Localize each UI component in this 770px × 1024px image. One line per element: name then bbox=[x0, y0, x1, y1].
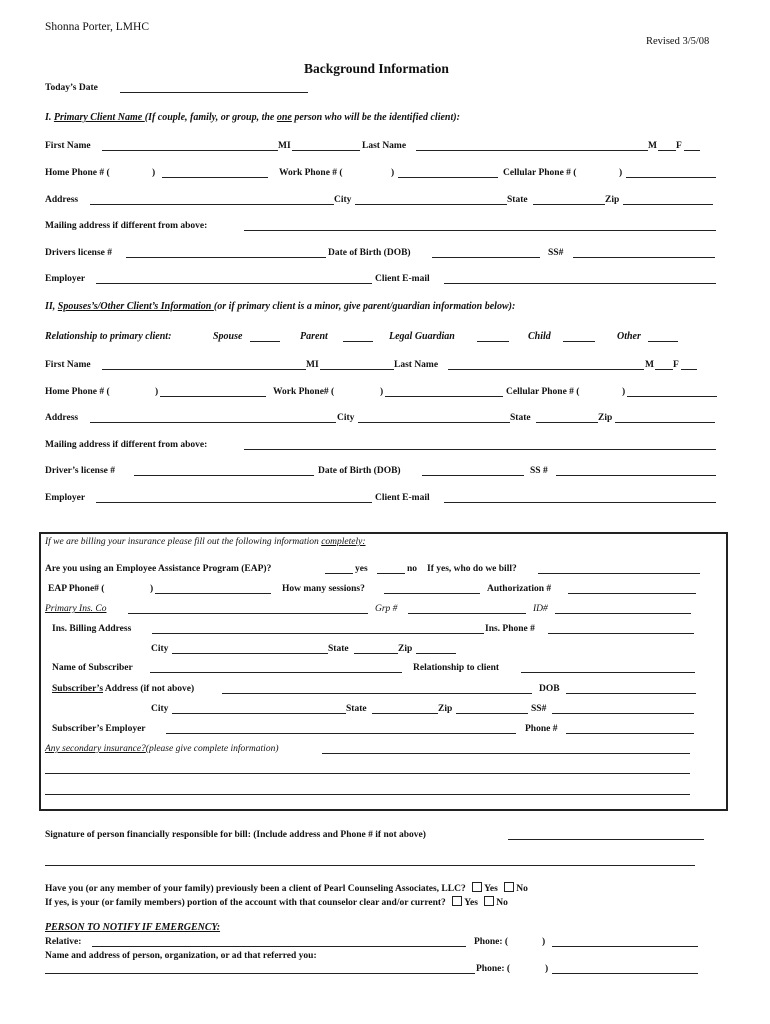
work-phone-label: Work Phone # ( bbox=[279, 168, 343, 178]
address-label: Address bbox=[45, 195, 79, 205]
spouse-address-label: Address bbox=[45, 413, 79, 423]
mailing-address-label: Mailing address if different from above: bbox=[45, 221, 208, 231]
home-phone-label: Home Phone # ( bbox=[45, 168, 110, 178]
ins-state-label: State bbox=[328, 644, 349, 654]
revision-date: Revised 3/5/08 bbox=[646, 36, 710, 47]
female-field[interactable] bbox=[684, 150, 700, 151]
subscriber-zip-field[interactable] bbox=[456, 713, 528, 714]
subscriber-state-field[interactable] bbox=[372, 713, 438, 714]
male-label: M bbox=[648, 141, 657, 151]
account-clear-yes-label: Yes bbox=[464, 898, 478, 908]
authorization-field[interactable] bbox=[568, 593, 696, 594]
spouse-male-label: M bbox=[645, 360, 654, 370]
spouse-field[interactable] bbox=[250, 341, 280, 342]
ins-city-label: City bbox=[151, 644, 169, 654]
signature-field[interactable] bbox=[508, 839, 704, 840]
spouse-cell-phone-field[interactable] bbox=[627, 396, 717, 397]
other-label: Other bbox=[617, 331, 641, 342]
todays-date-label: Today’s Date bbox=[45, 83, 98, 93]
subscriber-name-field[interactable] bbox=[150, 672, 402, 673]
section1-label: Primary Client Name bbox=[53, 112, 145, 123]
subscriber-dob-field[interactable] bbox=[566, 693, 696, 694]
cell-phone-label: Cellular Phone # ( bbox=[503, 168, 577, 178]
previous-client-yes-label: Yes bbox=[484, 884, 498, 894]
spouse-mailing-address-field[interactable] bbox=[244, 449, 716, 450]
ss-field[interactable] bbox=[573, 257, 715, 258]
referred-phone-field[interactable] bbox=[552, 973, 698, 974]
child-field[interactable] bbox=[563, 341, 595, 342]
eap-question: Are you using an Employee Assistance Program (EAP)? bbox=[45, 564, 272, 574]
spouse-label: Spouse bbox=[213, 331, 243, 342]
spouse-work-phone-label: Work Phone# ( bbox=[273, 387, 335, 397]
first-name-field[interactable] bbox=[102, 150, 278, 151]
ins-zip-field[interactable] bbox=[416, 653, 456, 654]
last-name-label: Last Name bbox=[362, 141, 407, 151]
work-phone-paren: ) bbox=[391, 168, 395, 178]
spouse-first-name-label: First Name bbox=[45, 360, 91, 370]
primary-ins-label: Primary Ins. Co bbox=[45, 604, 107, 614]
address-field[interactable] bbox=[90, 204, 334, 205]
male-field[interactable] bbox=[658, 150, 676, 151]
spouse-ss-field[interactable] bbox=[556, 475, 716, 476]
account-clear-text: If yes, is your (or family members) portion of the account with that counselor clear and/or current? bbox=[45, 898, 446, 908]
previous-client-yes-checkbox[interactable] bbox=[472, 882, 482, 892]
subscriber-city-field[interactable] bbox=[172, 713, 346, 714]
spouse-zip-field[interactable] bbox=[615, 422, 715, 423]
subscriber-ss-field[interactable] bbox=[552, 713, 694, 714]
spouse-client-email-field[interactable] bbox=[444, 502, 716, 503]
section1-heading bbox=[45, 112, 460, 124]
subscriber-ss-label: SS# bbox=[531, 704, 547, 714]
subscriber-address-label bbox=[52, 683, 194, 695]
section1-number: I. bbox=[45, 112, 54, 123]
spouse-cell-phone-paren: ) bbox=[622, 387, 626, 397]
mi-label: MI bbox=[278, 141, 291, 151]
spouse-last-name-field[interactable] bbox=[448, 369, 644, 370]
spouse-work-phone-paren: ) bbox=[380, 387, 384, 397]
spouse-ss-label: SS # bbox=[530, 466, 548, 476]
account-clear-no-label: No bbox=[496, 898, 508, 908]
subscriber-employer-label: Subscriber’s Employer bbox=[52, 724, 146, 734]
signature-label: Signature of person financially responsible for bill: (Include address and Phone # if not above) bbox=[45, 830, 426, 840]
drivers-license-label: Drivers license # bbox=[45, 248, 113, 258]
if-yes-bill-label: If yes, who do we bill? bbox=[427, 564, 517, 574]
child-label: Child bbox=[528, 331, 551, 342]
relationship-to-client-label: Relationship to client bbox=[413, 663, 500, 673]
account-clear-question bbox=[45, 896, 508, 909]
section2-heading bbox=[45, 301, 515, 313]
state-label: State bbox=[507, 195, 528, 205]
spouse-city-field[interactable] bbox=[358, 422, 510, 423]
spouse-city-label: City bbox=[337, 413, 355, 423]
relationship-label: Relationship to primary client: bbox=[45, 331, 172, 342]
spouse-work-phone-field[interactable] bbox=[385, 396, 503, 397]
ins-zip-label: Zip bbox=[398, 644, 413, 654]
work-phone-field[interactable] bbox=[398, 177, 498, 178]
previous-client-question bbox=[45, 882, 528, 895]
signature-field-line-2[interactable] bbox=[45, 865, 695, 866]
eap-phone-paren: ) bbox=[150, 584, 154, 594]
spouse-first-name-field[interactable] bbox=[102, 369, 306, 370]
secondary-insurance-question: Any secondary insurance? bbox=[45, 744, 146, 754]
billing-address-label: Ins. Billing Address bbox=[52, 624, 132, 634]
referred-by-field[interactable] bbox=[45, 973, 475, 974]
subscriber-phone-field[interactable] bbox=[566, 733, 694, 734]
spouse-zip-label: Zip bbox=[598, 413, 613, 423]
previous-client-text: Have you (or any member of your family) previously been a client of Pearl Counseling Associates, LLC? bbox=[45, 884, 466, 894]
mailing-address-field[interactable] bbox=[244, 230, 716, 231]
spouse-state-label: State bbox=[510, 413, 531, 423]
spouse-client-email-label: Client E-mail bbox=[375, 493, 430, 503]
subscriber-zip-label: Zip bbox=[438, 704, 453, 714]
relative-phone-label: Phone: ( bbox=[474, 937, 509, 947]
page-title: Background Information bbox=[304, 61, 449, 76]
spouse-last-name-label: Last Name bbox=[394, 360, 439, 370]
spouse-drivers-license-label: Driver’s license # bbox=[45, 466, 115, 476]
previous-client-no-checkbox[interactable] bbox=[504, 882, 514, 892]
relative-field[interactable] bbox=[92, 946, 466, 947]
spouse-home-phone-paren: ) bbox=[155, 387, 159, 397]
cell-phone-paren: ) bbox=[619, 168, 623, 178]
spouse-male-field[interactable] bbox=[655, 369, 673, 370]
city-field[interactable] bbox=[355, 204, 507, 205]
spouse-dob-field[interactable] bbox=[422, 475, 524, 476]
first-name-label: First Name bbox=[45, 141, 91, 151]
section1-note: (If couple, family, or group, the bbox=[144, 112, 277, 123]
authorization-label: Authorization # bbox=[487, 584, 552, 594]
section2-label: Spouses’s/Other Client’s Information bbox=[57, 301, 214, 312]
last-name-field[interactable] bbox=[416, 150, 648, 151]
subscriber-address-field[interactable] bbox=[222, 693, 532, 694]
spouse-home-phone-field[interactable] bbox=[160, 396, 266, 397]
female-label: F bbox=[676, 141, 682, 151]
spouse-mi-label: MI bbox=[306, 360, 319, 370]
secondary-insurance-field[interactable] bbox=[322, 753, 690, 754]
subscriber-employer-field[interactable] bbox=[166, 733, 516, 734]
city-label: City bbox=[334, 195, 352, 205]
section1-note-one: one bbox=[276, 112, 292, 123]
section2-note: (or if primary client is a minor, give parent/guardian information below): bbox=[213, 301, 516, 312]
other-field[interactable] bbox=[648, 341, 678, 342]
eap-phone-field[interactable] bbox=[155, 593, 271, 594]
legal-guardian-label: Legal Guardian bbox=[389, 331, 455, 342]
secondary-insurance-label bbox=[45, 743, 278, 755]
if-yes-bill-field[interactable] bbox=[538, 573, 700, 574]
referred-phone-label: Phone: ( bbox=[476, 964, 511, 974]
primary-ins-field[interactable] bbox=[128, 613, 368, 614]
mi-field[interactable] bbox=[292, 150, 360, 151]
relative-label: Relative: bbox=[45, 937, 82, 947]
subscriber-state-label: State bbox=[346, 704, 367, 714]
insurance-intro-completely: completely: bbox=[321, 537, 366, 547]
insurance-intro-text: If we are billing your insurance please fill out the following information bbox=[45, 537, 322, 547]
drivers-license-field[interactable] bbox=[126, 257, 326, 258]
grp-label: Grp # bbox=[375, 604, 398, 614]
parent-field[interactable] bbox=[343, 341, 373, 342]
subscriber-name-label: Name of Subscriber bbox=[52, 663, 133, 673]
sessions-field[interactable] bbox=[384, 593, 480, 594]
account-clear-yes-checkbox[interactable] bbox=[452, 896, 462, 906]
relative-phone-paren: ) bbox=[542, 937, 546, 947]
state-field[interactable] bbox=[533, 204, 605, 205]
spouse-employer-label: Employer bbox=[45, 493, 86, 503]
grp-field[interactable] bbox=[408, 613, 526, 614]
home-phone-field[interactable] bbox=[162, 177, 268, 178]
spouse-female-label: F bbox=[673, 360, 679, 370]
section1-note-rest: person who will be the identified client): bbox=[291, 112, 460, 123]
ins-state-field[interactable] bbox=[354, 653, 398, 654]
todays-date-field[interactable] bbox=[120, 92, 308, 93]
client-email-label: Client E-mail bbox=[375, 274, 430, 284]
emergency-heading: PERSON TO NOTIFY IF EMERGENCY: bbox=[45, 922, 221, 933]
spouse-mi-field[interactable] bbox=[320, 369, 394, 370]
dob-field[interactable] bbox=[432, 257, 540, 258]
secondary-insurance-line-3[interactable] bbox=[45, 794, 690, 795]
eap-no-label: no bbox=[407, 564, 418, 574]
client-email-field[interactable] bbox=[444, 283, 716, 284]
insurance-intro bbox=[45, 536, 366, 548]
eap-yes-label: yes bbox=[355, 564, 368, 574]
zip-label: Zip bbox=[605, 195, 620, 205]
secondary-insurance-line-2[interactable] bbox=[45, 773, 690, 774]
sessions-label: How many sessions? bbox=[282, 584, 365, 594]
section2-number: II, bbox=[45, 301, 58, 312]
spouse-home-phone-label: Home Phone # ( bbox=[45, 387, 110, 397]
spouse-mailing-address-label: Mailing address if different from above: bbox=[45, 440, 208, 450]
spouse-employer-field[interactable] bbox=[96, 502, 372, 503]
home-phone-paren: ) bbox=[152, 168, 156, 178]
billing-address-field[interactable] bbox=[152, 633, 484, 634]
spouse-dob-label: Date of Birth (DOB) bbox=[318, 466, 401, 476]
relative-phone-field[interactable] bbox=[552, 946, 698, 947]
dob-label: Date of Birth (DOB) bbox=[328, 248, 411, 258]
spouse-state-field[interactable] bbox=[536, 422, 598, 423]
eap-no-field[interactable] bbox=[377, 573, 405, 574]
cell-phone-field[interactable] bbox=[626, 177, 716, 178]
subscriber-dob-label: DOB bbox=[539, 684, 560, 694]
ins-phone-label: Ins. Phone # bbox=[485, 624, 535, 634]
employer-field[interactable] bbox=[96, 283, 372, 284]
referred-phone-paren: ) bbox=[545, 964, 549, 974]
subscriber-address-note: Address (if not above) bbox=[103, 684, 195, 694]
referred-by-label: Name and address of person, organization, or ad that referred you: bbox=[45, 951, 317, 961]
ss-label: SS# bbox=[548, 248, 564, 258]
legal-guardian-field[interactable] bbox=[477, 341, 509, 342]
parent-label: Parent bbox=[300, 331, 328, 342]
previous-client-no-label: No bbox=[516, 884, 528, 894]
subscriber-phone-label: Phone # bbox=[525, 724, 558, 734]
zip-field[interactable] bbox=[623, 204, 713, 205]
subscriber-city-label: City bbox=[151, 704, 169, 714]
subscriber-label: Subscriber’s bbox=[52, 684, 104, 694]
spouse-address-field[interactable] bbox=[90, 422, 336, 423]
ins-phone-field[interactable] bbox=[548, 633, 694, 634]
spouse-drivers-license-field[interactable] bbox=[134, 475, 314, 476]
spouse-female-field[interactable] bbox=[681, 369, 697, 370]
eap-phone-label: EAP Phone# ( bbox=[48, 584, 105, 594]
id-label: ID# bbox=[533, 604, 548, 614]
relationship-to-client-field[interactable] bbox=[521, 672, 695, 673]
employer-label: Employer bbox=[45, 274, 86, 284]
author-name: Shonna Porter, LMHC bbox=[45, 21, 149, 33]
eap-yes-field[interactable] bbox=[325, 573, 353, 574]
id-field[interactable] bbox=[555, 613, 691, 614]
account-clear-no-checkbox[interactable] bbox=[484, 896, 494, 906]
spouse-cell-phone-label: Cellular Phone # ( bbox=[506, 387, 580, 397]
ins-city-field[interactable] bbox=[172, 653, 328, 654]
secondary-insurance-note: (please give complete information) bbox=[145, 744, 279, 754]
